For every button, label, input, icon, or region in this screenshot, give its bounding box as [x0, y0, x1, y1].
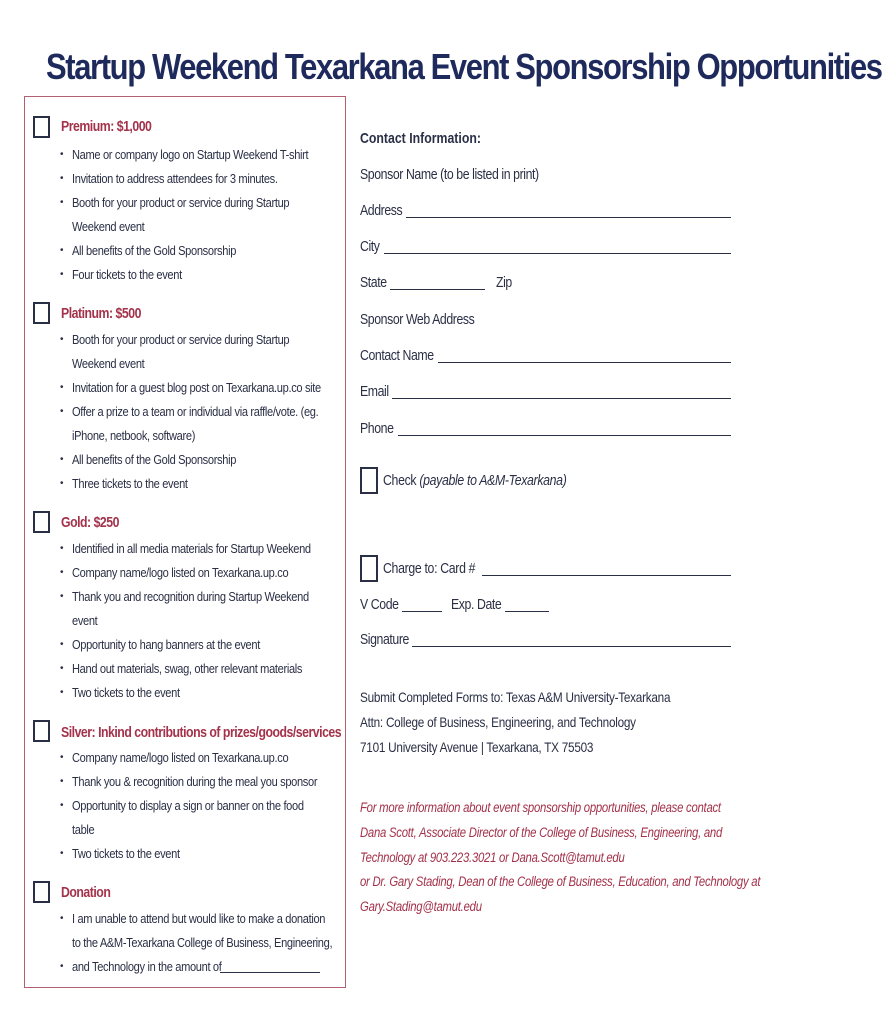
more-info-line-2: Dana Scott, Associate Director of the College of Business, Engineering, and — [360, 825, 723, 840]
signature-field[interactable] — [412, 646, 731, 647]
gold-benefits-list — [60, 537, 356, 705]
donation-amount-line[interactable] — [220, 972, 320, 973]
list-item: table — [72, 822, 95, 837]
donation-checkbox[interactable] — [33, 881, 50, 903]
silver-benefits-list — [60, 746, 364, 866]
card-payment-label: Charge to: Card # — [383, 560, 476, 577]
city-field[interactable] — [384, 253, 731, 254]
submit-line-1: Submit Completed Forms to: Texas A&M University-Texarkana — [360, 689, 671, 705]
list-item: • Opportunity to hang banners at the event — [60, 633, 356, 657]
sponsor-web-label: Sponsor Web Address — [360, 311, 475, 328]
list-item: • and Technology in the amount of — [60, 955, 382, 979]
list-item: iPhone, netbook, software) — [72, 428, 196, 443]
address-field[interactable] — [406, 217, 731, 218]
email-field[interactable] — [392, 398, 731, 399]
list-item: • Hand out materials, swag, other relevant materials — [60, 657, 356, 681]
zip-label: Zip — [496, 274, 512, 291]
list-item: • Two tickets to the event — [60, 681, 356, 705]
city-label: City — [360, 238, 380, 255]
more-info-line-4: or Dr. Gary Stading, Dean of the College of Business, Education, and Technology at — [360, 874, 761, 889]
check-payment-label: Check (payable to A&M-Texarkana) — [383, 472, 567, 489]
gold-checkbox[interactable] — [33, 511, 50, 533]
list-item: • Opportunity to display a sign or banner on the food — [60, 794, 364, 818]
more-info-line-1: For more information about event sponsorship opportunities, please contact — [360, 800, 721, 815]
list-item: • Company name/logo listed on Texarkana.up.co — [60, 746, 364, 770]
sponsor-name-label: Sponsor Name (to be listed in print) — [360, 166, 539, 183]
signature-label: Signature — [360, 631, 409, 648]
page-title: Startup Weekend Texarkana Event Sponsorship Opportunities — [46, 46, 882, 87]
list-item: • All benefits of the Gold Sponsorship — [60, 239, 353, 263]
list-item: to the A&M-Texarkana College of Business, Engineering, — [72, 935, 333, 950]
phone-label: Phone — [360, 420, 394, 437]
list-item: • Identified in all media materials for Startup Weekend — [60, 537, 356, 561]
silver-checkbox[interactable] — [33, 720, 50, 742]
donation-description-list — [60, 907, 382, 979]
address-label: Address — [360, 202, 403, 219]
premium-benefits-list — [60, 143, 353, 287]
list-item: event — [72, 613, 98, 628]
email-label: Email — [360, 383, 389, 400]
state-label: State — [360, 274, 387, 291]
platinum-benefits-list — [60, 328, 368, 496]
vcode-label: V Code — [360, 596, 399, 613]
exp-date-label: Exp. Date — [451, 596, 502, 613]
list-item: • Booth for your product or service during Startup — [60, 328, 368, 352]
contact-name-label: Contact Name — [360, 347, 434, 364]
list-item: • Name or company logo on Startup Weekend T-shirt — [60, 143, 353, 167]
premium-title: Premium: $1,000 — [61, 118, 152, 135]
list-item: • Offer a prize to a team or individual via raffle/vote. (eg. — [60, 400, 368, 424]
list-item: Weekend event — [72, 219, 145, 234]
check-payment-checkbox[interactable] — [360, 467, 378, 494]
contact-name-field[interactable] — [438, 362, 731, 363]
card-number-field[interactable] — [482, 575, 731, 576]
more-info-line-5: Gary.Stading@tamut.edu — [360, 899, 482, 914]
submit-line-3: 7101 University Avenue | Texarkana, TX 75503 — [360, 739, 594, 755]
gold-title: Gold: $250 — [61, 514, 119, 531]
more-info-line-3: Technology at 903.223.3021 or Dana.Scott@tamut.edu — [360, 850, 625, 865]
donation-title: Donation — [61, 884, 111, 901]
list-item: • Four tickets to the event — [60, 263, 353, 287]
card-payment-checkbox[interactable] — [360, 555, 378, 582]
list-item: • I am unable to attend but would like to make a donation — [60, 907, 382, 931]
list-item: • Thank you & recognition during the meal you sponsor — [60, 770, 364, 794]
list-item: • Invitation to address attendees for 3 minutes. — [60, 167, 353, 191]
contact-heading: Contact Information: — [360, 130, 481, 147]
list-item: • Company name/logo listed on Texarkana.up.co — [60, 561, 356, 585]
platinum-checkbox[interactable] — [33, 302, 50, 324]
list-item: • Two tickets to the event — [60, 842, 364, 866]
submit-line-2: Attn: College of Business, Engineering, and Technology — [360, 714, 636, 730]
phone-field[interactable] — [398, 435, 731, 436]
state-field[interactable] — [390, 289, 485, 290]
silver-title: Silver: Inkind contributions of prizes/goods/services — [61, 724, 342, 741]
list-item: • Thank you and recognition during Startup Weekend — [60, 585, 356, 609]
list-item: Weekend event — [72, 356, 145, 371]
vcode-field[interactable] — [402, 611, 442, 612]
exp-date-field[interactable] — [505, 611, 549, 612]
premium-checkbox[interactable] — [33, 116, 50, 138]
platinum-title: Platinum: $500 — [61, 305, 141, 322]
list-item: • Three tickets to the event — [60, 472, 368, 496]
list-item: • Booth for your product or service during Startup — [60, 191, 353, 215]
list-item: • All benefits of the Gold Sponsorship — [60, 448, 368, 472]
list-item: • Invitation for a guest blog post on Texarkana.up.co site — [60, 376, 368, 400]
